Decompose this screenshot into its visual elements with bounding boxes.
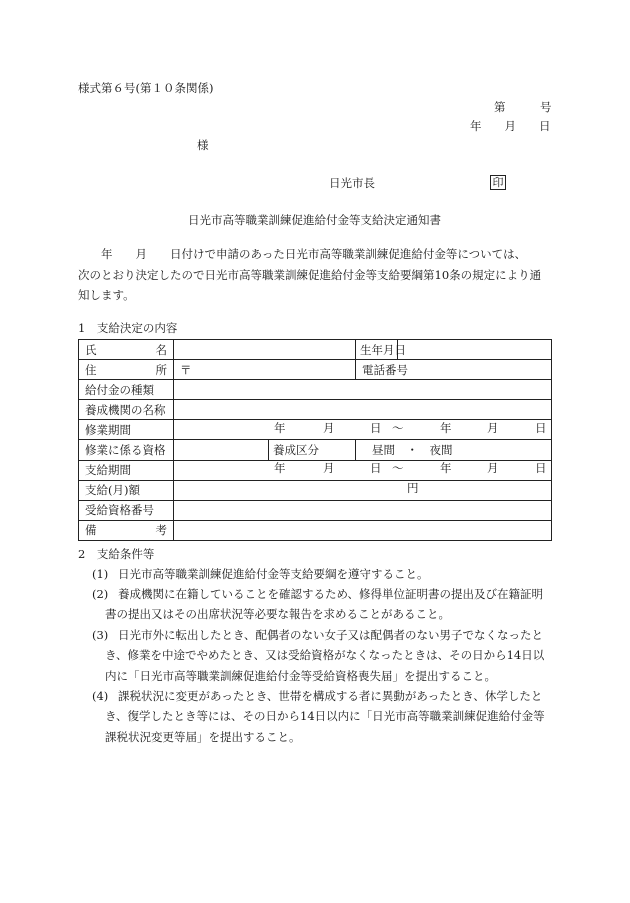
intro-line-2: 次のとおり決定したので日光市高等職業訓練促進給付金等支給要綱第10条の規定により通 [78, 267, 542, 282]
section1-title: 1 支給決定の内容 [78, 321, 178, 335]
remarks-value[interactable] [174, 520, 552, 540]
qualification-value[interactable] [174, 440, 269, 460]
study-period-label: 修業期間 [79, 420, 174, 440]
phone-cell[interactable] [356, 360, 552, 380]
seal-mark: 印 [490, 175, 506, 190]
payment-period-value[interactable]: 年 月 日 ～ 年 月 日 [174, 460, 552, 480]
document-title: 日光市高等職業訓練促進給付金等支給決定通知書 [188, 213, 441, 227]
name-label: 氏 名 [79, 340, 174, 360]
table-row [79, 520, 552, 540]
table-row [79, 500, 552, 520]
address-label: 住 所 [79, 360, 174, 380]
condition-1-num: (1) [92, 567, 109, 581]
condition-4-cont: き、復学したとき等には、その日から14日以内に「日光市高等職業訓練促進給付金等 課税状況変更等届」を提出すること。 [105, 709, 545, 744]
remarks-label: 備 考 [79, 520, 174, 540]
condition-3-text: 日光市外に転出したとき、配偶者のない女子又は配偶者のない男子でなくなったと [118, 628, 544, 642]
qualification-label: 修業に係る資格 [79, 440, 174, 460]
monthly-amount-value[interactable] [174, 480, 552, 500]
birth-label: 生年月日 [356, 340, 398, 360]
intro-line-1: 年 月 日付けで申請のあった日光市高等職業訓練促進給付金等については、 [78, 247, 527, 261]
phone-label: 電話番号 [362, 362, 409, 377]
payment-period-label: 支給期間 [79, 460, 174, 480]
intro-line-3: 知します。 [78, 288, 135, 302]
payment-decision-table [78, 339, 552, 541]
condition-2-num: (2) [92, 587, 109, 601]
condition-4-text: 課税状況に変更があったとき、世帯を構成する者に異動があったとき、休学したと [118, 689, 543, 703]
birth-value[interactable] [398, 340, 552, 360]
condition-2-cont: 書の提出又はその出席状況等必要な報告を求めることがあること。 [105, 607, 450, 621]
address-value[interactable] [174, 360, 356, 380]
table-row [79, 360, 552, 380]
condition-3-cont: き、修業を中途でやめたとき、又は受給資格がなくなったときは、その日から14日以 内に「日光市高等職業訓練促進給付金等受給資格喪失届」を提出すること。 [105, 648, 545, 683]
institution-value[interactable] [174, 400, 552, 420]
condition-4-num: (4) [92, 689, 109, 703]
document-date: 年 月 日 [470, 119, 551, 133]
condition-3-num: (3) [92, 628, 109, 642]
issuer: 日光市長 [329, 176, 375, 190]
study-period-value[interactable]: 年 月 日 ～ 年 月 日 [174, 420, 552, 440]
table-row [79, 440, 552, 460]
benefit-type-label: 給付金の種類 [79, 380, 174, 400]
institution-label: 養成機関の名称 [79, 400, 174, 420]
monthly-amount-label: 支給(月)額 [79, 480, 174, 500]
benefit-type-value[interactable] [174, 380, 552, 400]
table-row [79, 420, 552, 440]
postal-mark: 〒 [180, 362, 192, 377]
form-number: 様式第６号(第１０条関係) [78, 81, 214, 95]
table-row [79, 340, 552, 360]
name-value[interactable] [174, 340, 356, 360]
section2-title: 2 支給条件等 [78, 547, 155, 561]
document-number: 第 号 [494, 100, 552, 114]
table-row [79, 460, 552, 480]
table-row [79, 400, 552, 420]
table-row [79, 480, 552, 500]
condition-1-text: 日光市高等職業訓練促進給付金等支給要綱を遵守すること。 [118, 567, 429, 581]
recipient-suffix: 様 [197, 138, 209, 152]
recipient-no-value[interactable] [174, 500, 552, 520]
table-row [79, 380, 552, 400]
recipient-no-label: 受給資格番号 [79, 500, 174, 520]
intro-paragraph [78, 244, 552, 306]
yen-unit: 円 [407, 481, 419, 496]
condition-2-text: 養成機関に在籍していることを確認するため、修得単位証明書の提出及び在籍証明 [118, 587, 544, 601]
training-class-label: 養成区分 [269, 440, 356, 460]
training-class-value[interactable]: 昼間 ・ 夜間 [356, 440, 552, 460]
